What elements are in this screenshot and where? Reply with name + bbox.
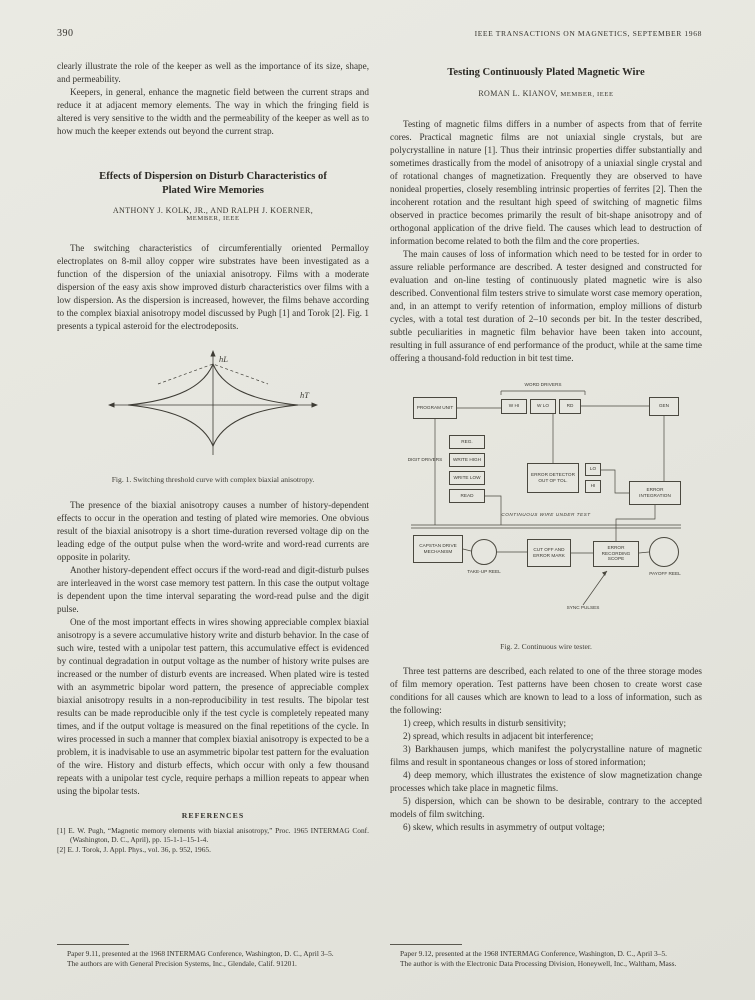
article2-title: Testing Continuously Plated Magnetic Wire: [447, 67, 645, 78]
footnote-affiliation: The authors are with General Precision Systems, Inc., Glendale, Calif. 91201.: [67, 958, 297, 968]
figure1-svg: [96, 345, 331, 463]
fig2-block-cutoff-error-mark: CUT OFF AND ERROR MARK: [527, 539, 571, 567]
article1-abstract-paragraph: The switching characteristics of circumferentially oriented Permalloy electroplates on 8-mil alloy copper wire substrates have been investigated as a function of the dispersion of the uniaxial anisotropy. Films with a moderate dispersion of the easy axis show improved disturb characteristics over films with a low dispersion. As the dispersion is increased, however, the films behave according to the complex biaxial anisotropy model discussed by Pugh [1] and Torok [2]. Fig. 1 presents a typical asteroid for the electrodeposits.: [57, 243, 369, 331]
footnote-affiliation: The author is with the Electronic Data Processing Division, Honeywell, Inc., Waltham, Mass.: [400, 958, 677, 968]
article1-author-names: ANTHONY J. KOLK, JR., AND RALPH J. KOERNER,: [112, 206, 314, 215]
footnote-paper-info: Paper 9.12, presented at the 1968 INTERMAG Conference, Washington, D. C., April 3–5.: [400, 949, 667, 959]
continuation-paragraph-1: clearly illustrate the role of the keeper as well as the importance of its size, shape, and permeability.: [57, 61, 369, 84]
fig2-block-read: READ: [449, 489, 485, 503]
fig2-block-capstan-drive: CAPSTAN DRIVE MECHANISM: [413, 535, 463, 563]
fig2-label-word-drivers: WORD DRIVERS: [524, 381, 562, 387]
article2-paragraph-2: The main causes of loss of information which need to be tested for in order to assure reliable performance are described. A tester designed and constructed for evaluation and on-line testing of continuously plated magnetic wire is also described. Conventional film testers strive to simulate worst case memory operation, and, in an attempt to verify retention of information, employ millions of disturb cycles, with a total test duration of 2–10 seconds per bit. In the tester described, subtle peculiarities in magnetic film behavior have been taken into account, resulting in full assurance of end performance of the product, while at the same time offering a thousand-fold reduction in bit test time.: [390, 248, 702, 363]
references-heading: REFERENCES: [181, 810, 245, 820]
reference-item: [2] E. J. Torok, J. Appl. Phys., vol. 36, p. 952, 1965.: [57, 844, 211, 854]
footnote-rule: [57, 944, 129, 945]
journal-header: IEEE TRANSACTIONS ON MAGNETICS, SEPTEMBER 1968: [474, 29, 702, 38]
fig2-block-error-detector: ERROR DETECTOR OUT OF TOL.: [527, 463, 579, 493]
reference-item: [1] E. W. Pugh, “Magnetic memory elements with biaxial anisotropy,” Proc. 1965 INTERMAG Conf. (Washington, D. C., April), pp. 15-1-1–15-1-4.: [57, 825, 369, 845]
article1-paragraph-3: Another history-dependent effect occurs if the word-read and digit-disturb pulses are interleaved in the worst case memory test pattern. In this case the output voltage is dependent upon the time interval separating the word-read pulse and the digit pulse.: [57, 564, 369, 614]
article2-footnote: [390, 944, 702, 968]
article2-author-name: ROMAN L. KIANOV,: [478, 88, 558, 98]
figure2-caption: Fig. 2. Continuous wire tester.: [500, 641, 592, 651]
article2-membership: MEMBER, IEEE: [560, 90, 614, 98]
fig2-takeup-reel-circle: [471, 539, 497, 565]
fig2-label-sync-pulses: SYNC PULSES: [566, 604, 600, 610]
continuation-paragraph-2: Keepers, in general, enhance the magnetic field between the current straps and reduce it at adjacent memory elements. The way in which the fringing field is altered is very sensitive to the width and the permeability of the keeper as well as to how much the keeper extends out beyond the current strap.: [57, 87, 369, 136]
list-item-3: 3) Barkhausen jumps, which manifest the polycrystalline nature of magnetic films and result in spontaneous changes or loss of stored information;: [390, 743, 702, 767]
article1-title-line1: Effects of Dispersion on Disturb Characteristics of: [99, 171, 327, 182]
fig2-label-payoff-reel: PAYOFF REEL: [649, 570, 681, 576]
fig2-block-register: REG.: [449, 435, 485, 449]
page-number: 390: [57, 28, 74, 39]
list-item-2: 2) spread, which results in adjacent bit interference;: [403, 730, 594, 741]
running-head: [57, 28, 702, 39]
right-column: [390, 60, 702, 968]
fig2-block-lo: LO: [585, 463, 601, 476]
fig2-payoff-reel-circle: [649, 537, 679, 567]
article1-membership: MEMBER, IEEE: [186, 215, 240, 222]
list-item-1: 1) creep, which results in disturb sensitivity;: [403, 717, 567, 728]
figure1-astroid-diagram: [96, 345, 331, 468]
article2-paragraph-1: Testing of magnetic films differs in a number of aspects from that of ferrite cores. Practical magnetic films are not uniaxial single crystals, but are polycrystalline in nature [1]. Thus their intrinsic properties differ substantially and sometimes drastically from the model of anisotropy of a uniaxial single crystal and of rotational changes of magnetization. Frequently they are observed to have nonideal properties, closely resembling intrinsic properties of ferrites [2]. Then the incoherent rotation and the resultant high speed of switching of magnetic films observed in practice becomes primarily the result of bit-shape anisotropy and of orthogonal application of the drive field. The causes which lead to destruction of information become related to both the film and the core properties.: [390, 118, 702, 246]
article1-footnote: [57, 944, 369, 968]
axis-label-ht: hT: [299, 390, 309, 400]
figure1-caption: Fig. 1. Switching threshold curve with complex biaxial anisotropy.: [111, 475, 315, 484]
list-item-4: 4) deep memory, which illustrates the existence of slow magnetization change processes which take place in magnetic films.: [390, 769, 702, 793]
fig2-block-word-lo: W LO: [530, 399, 556, 414]
fig2-label-wire-under-test: CONTINUOUS WIRE UNDER TEST: [501, 511, 591, 517]
article2-author-line: [390, 89, 702, 98]
axis-label-hl: hL: [218, 354, 228, 364]
article1-title-line2: Plated Wire Memories: [162, 184, 264, 196]
fig2-label-takeup-reel: TAKE-UP REEL: [467, 568, 501, 574]
fig2-block-word-rd: RD: [559, 399, 581, 414]
fig2-block-write-high: WRITE HIGH: [449, 453, 485, 467]
list-item-6: 6) skew, which results in asymmetry of output voltage;: [403, 821, 605, 832]
fig2-label-digit-drivers: DIGIT DRIVERS: [407, 456, 443, 462]
article1-title-block: [57, 170, 369, 197]
article1-paragraph-4: One of the most important effects in wires showing appreciable complex biaxial anisotropy is a severe accumulative history write and disturb behavior. In the case of such wire, tested with a unipolar test pattern, this accumulative effect is evidenced by continual degradation in output voltage as the number of history write pulses are increased or the number of disturb events are increased. When plated wire is tested with an asymmetric bipolar word pattern, the presence of appreciable complex biaxial anisotropy results in a non-reproducibility in test results. The bipolar test results can be made reproducible only if the test cycle is completely repeated many times, and if the output voltage is measured on the final repetitions of the cycle. In wires processed in such a manner that complex biaxial anisotropy is expected to be a problem, it is inadvisable to use an asymmetric bipolar test pattern for the evaluation of the wire. History and disturb effects, which occur with only a few thousand repeats with a unipolar test cycle, require perhaps a million repeats to appear when using the bipolar tests.: [57, 616, 369, 796]
fig2-block-hi: HI: [585, 480, 601, 493]
fig2-block-gen: GEN: [649, 397, 679, 416]
footnote-paper-info: Paper 9.11, presented at the 1968 INTERMAG Conference, Washington, D. C., April 3–5.: [67, 949, 334, 959]
article1-authors: [57, 206, 369, 222]
article2-paragraph-3: Three test patterns are described, each related to one of the three storage modes of film memory operation. Test patterns have been chosen to create worst case conditions for all causes which are known to lead to a loss of information, such as the following:: [390, 665, 702, 715]
footnote-rule: [390, 944, 462, 945]
left-column: [57, 60, 369, 968]
fig2-block-error-integration: ERROR INTEGRATION: [629, 481, 681, 505]
list-item-5: 5) dispersion, which can be shown to be desirable, contrary to the accepted models of film switching.: [390, 795, 702, 819]
fig2-block-program-unit: PROGRAM UNIT: [413, 397, 457, 419]
article1-paragraph-2: The presence of the biaxial anisotropy causes a number of history-dependent effects to occur in the operation and testing of plated wire memories. One obvious result of the biaxial anisotropy is a short time-duration reversed voltage dip on the leading edge of the output pulse when the word-write and word-read currents are opposite in polarity.: [57, 499, 369, 562]
figure2-block-diagram: [405, 381, 687, 633]
fig2-block-recording-scope: ERROR RECORDING SCOPE: [593, 541, 639, 567]
fig2-block-write-low: WRITE LOW: [449, 471, 485, 485]
references-list: [57, 826, 369, 855]
fig2-block-word-hi: W HI: [501, 399, 527, 414]
